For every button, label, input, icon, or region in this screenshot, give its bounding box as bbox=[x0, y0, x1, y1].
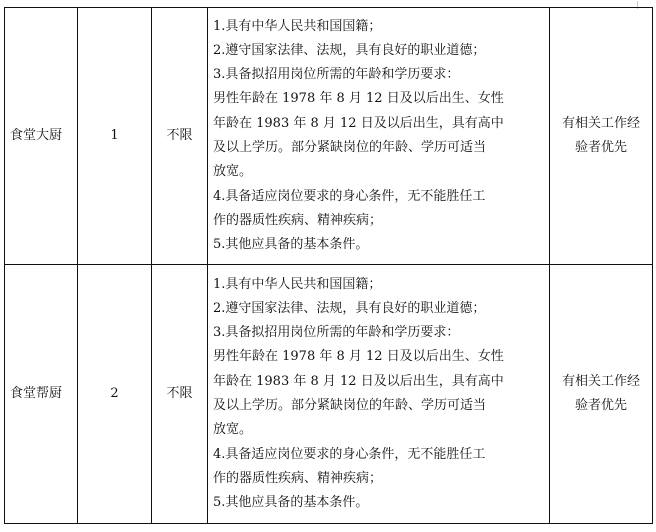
requirements-cell bbox=[208, 8, 550, 265]
job-table-wrapper bbox=[4, 7, 652, 523]
requirement-line: 2.遵守国家法律、法规，具有良好的职业道德； bbox=[213, 300, 486, 316]
requirement-line: 及以上学历。部分紧缺岗位的年龄、学历可适当 bbox=[213, 398, 487, 413]
note-cell bbox=[550, 8, 653, 265]
requirement-line: 3.具备拟招用岗位所需的年龄和学历要求： bbox=[213, 67, 460, 83]
table-row bbox=[5, 265, 653, 524]
requirement-line: 及以上学历。部分紧缺岗位的年龄、学历可适当 bbox=[213, 140, 487, 155]
headcount-cell: 2 bbox=[78, 265, 152, 524]
requirement-line: 2.遵守国家法律、法规，具有良好的职业道德； bbox=[213, 42, 486, 58]
requirement-line: 作的器质性疾病、精神疾病； bbox=[213, 470, 383, 486]
note-text: 有相关工作经验者优先 bbox=[561, 116, 640, 155]
headcount-cell: 1 bbox=[78, 8, 152, 265]
requirement-line: 男性年龄在 1978 年 8 月 12 日及以后出生、女性 bbox=[213, 349, 504, 365]
requirement-line: 1.具有中华人民共和国国籍； bbox=[213, 18, 382, 34]
requirement-line: 放宽。 bbox=[213, 164, 253, 180]
requirement-line: 5.其他应具备的基本条件。 bbox=[213, 495, 369, 511]
note-cell bbox=[550, 265, 653, 524]
table-row bbox=[5, 8, 653, 265]
requirement-line: 4.具备适应岗位要求的身心条件，无不能胜任工 bbox=[213, 446, 486, 462]
job-requirements-table bbox=[4, 7, 653, 524]
requirement-line: 年龄在 1983 年 8 月 12 日及以后出生，具有高中 bbox=[213, 115, 504, 131]
requirement-line: 5.其他应具备的基本条件。 bbox=[213, 237, 369, 253]
requirements-cell bbox=[208, 265, 550, 524]
requirement-line: 男性年龄在 1978 年 8 月 12 日及以后出生、女性 bbox=[213, 91, 504, 107]
position-name-cell: 食堂大厨 bbox=[5, 8, 78, 265]
note-text: 有相关工作经验者优先 bbox=[561, 374, 640, 413]
requirement-line: 作的器质性疾病、精神疾病； bbox=[213, 212, 383, 228]
requirement-line: 放宽。 bbox=[213, 422, 253, 438]
requirement-line: 4.具备适应岗位要求的身心条件，无不能胜任工 bbox=[213, 188, 486, 204]
requirement-line: 3.具备拟招用岗位所需的年龄和学历要求： bbox=[213, 325, 460, 341]
education-cell: 不限 bbox=[152, 265, 208, 524]
education-cell: 不限 bbox=[152, 8, 208, 265]
position-name-cell: 食堂帮厨 bbox=[5, 265, 78, 524]
requirement-line: 1.具有中华人民共和国国籍； bbox=[213, 276, 382, 292]
requirement-line: 年龄在 1983 年 8 月 12 日及以后出生，具有高中 bbox=[213, 373, 504, 389]
